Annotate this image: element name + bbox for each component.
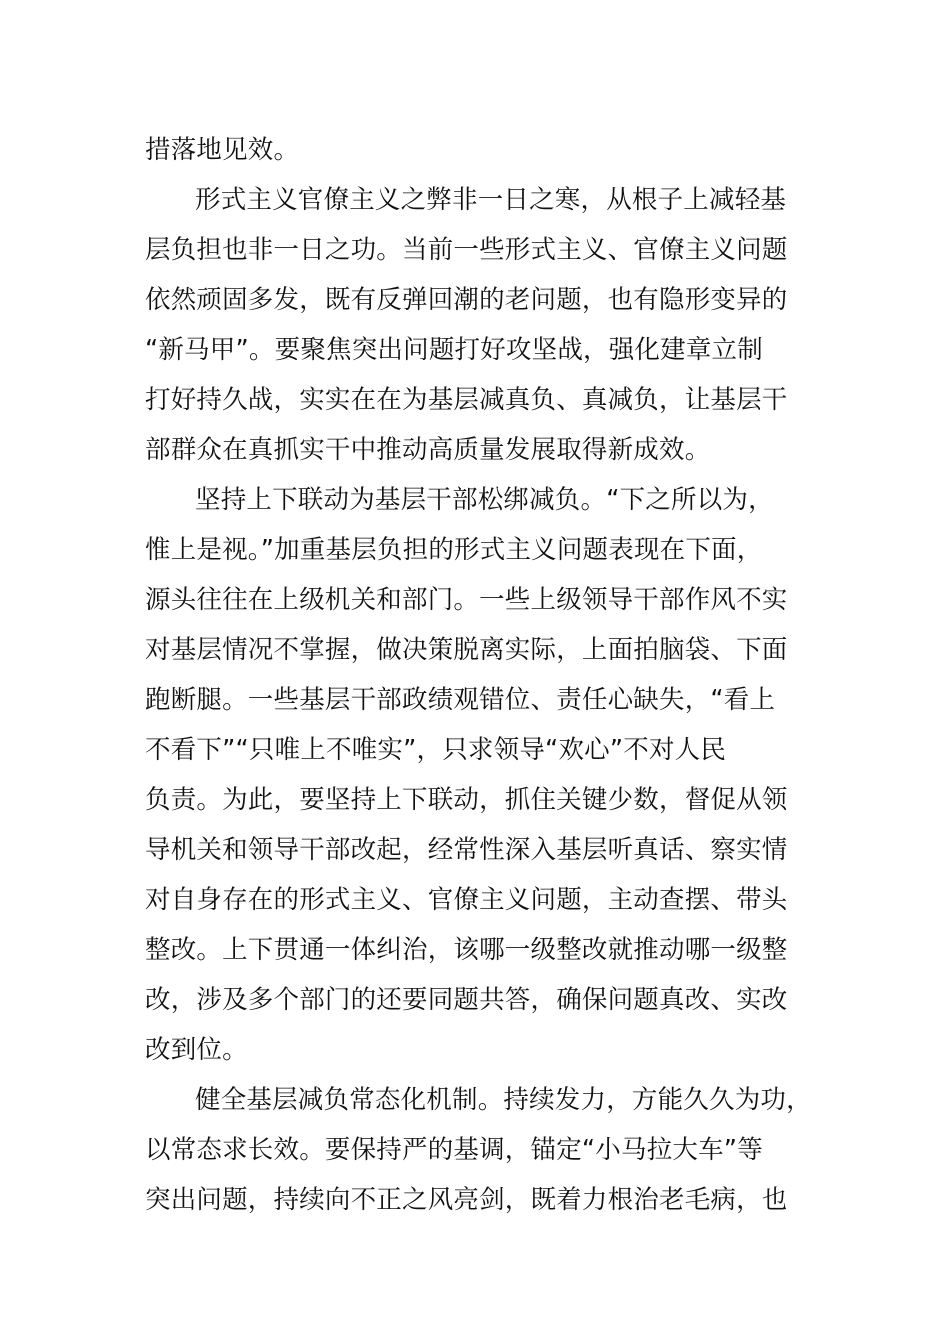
text-line: 依然顽固多发，既有反弹回潮的老问题，也有隐形变异的 bbox=[145, 285, 788, 315]
paragraph-first-line: 形式主义官僚主义之弊非一日之寒，从根子上减轻基 bbox=[195, 185, 787, 215]
text-line: 对基层情况不掌握，做决策脱离实际，上面拍脑袋、下面 bbox=[145, 635, 788, 665]
paragraph-first-line: 健全基层减负常态化机制。持续发力，方能久久为功， bbox=[195, 1085, 812, 1115]
text-line: 突出问题，持续向不正之风亮剑，既着力根治老毛病，也 bbox=[145, 1185, 788, 1215]
paragraph-first-line: 坚持上下联动为基层干部松绑减负。“下之所以为， bbox=[195, 485, 774, 515]
text-line: 层负担也非一日之功。当前一些形式主义、官僚主义问题 bbox=[145, 235, 788, 265]
text-line: 措落地见效。 bbox=[145, 135, 300, 165]
text-line: 改，涉及多个部门的还要同题共答，确保问题真改、实改 bbox=[145, 985, 788, 1015]
text-line: 源头往往在上级机关和部门。一些上级领导干部作风不实 bbox=[145, 585, 788, 615]
text-line: 对自身存在的形式主义、官僚主义问题，主动查摆、带头 bbox=[145, 885, 788, 915]
text-line: 跑断腿。一些基层干部政绩观错位、责任心缺失，“看上 bbox=[145, 685, 776, 715]
text-line: 以常态求长效。要保持严的基调，锚定“小马拉大车”等 bbox=[145, 1135, 763, 1165]
text-line: 改到位。 bbox=[145, 1035, 248, 1065]
text-line: 整改。上下贯通一体纠治，该哪一级整改就推动哪一级整 bbox=[145, 935, 788, 965]
text-line: 导机关和领导干部改起，经常性深入基层听真话、察实情 bbox=[145, 835, 788, 865]
text-line: 惟上是视。”加重基层负担的形式主义问题表现在下面， bbox=[145, 535, 763, 565]
text-line: 不看下”“只唯上不唯实”，只求领导“欢心”不对人民 bbox=[145, 735, 727, 765]
text-line: 部群众在真抓实干中推动高质量发展取得新成效。 bbox=[145, 435, 711, 465]
text-line: 负责。为此，要坚持上下联动，抓住关键少数，督促从领 bbox=[145, 785, 788, 815]
text-line: 打好持久战，实实在在为基层减真负、真减负，让基层干 bbox=[145, 385, 788, 415]
text-line: “新马甲”。要聚焦突出问题打好攻坚战，强化建章立制 bbox=[145, 335, 763, 365]
